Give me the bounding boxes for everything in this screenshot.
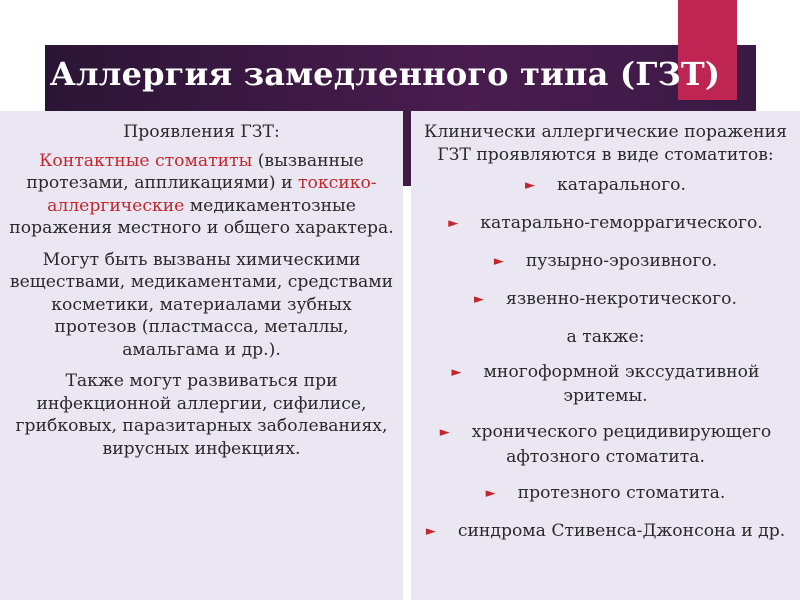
list-item xyxy=(415,482,796,507)
list-item xyxy=(415,174,796,199)
arrowhead-bullet-icon: ► xyxy=(439,425,450,440)
list-item-text: многоформной экссудативной эритемы. xyxy=(483,361,760,406)
left-paragraph-1 xyxy=(8,150,395,240)
left-paragraph-3: Также могут развиваться при инфекционной аллергии, сифилисе, грибковых, паразитарных заболеваниях, вирусных инфекциях. xyxy=(15,371,388,459)
right-panel xyxy=(411,111,800,600)
also-label: а также: xyxy=(566,327,645,347)
left-panel xyxy=(0,111,403,600)
contact-stomatitis-term: Контактные стоматиты xyxy=(39,150,253,171)
left-p1-text1: (вызванные протезами, аппликациями) и xyxy=(26,150,364,193)
list-item-text: катарального. xyxy=(557,175,686,195)
list-item xyxy=(415,212,796,237)
arrowhead-bullet-icon: ► xyxy=(485,485,496,501)
left-p1-text2: медикаментозные поражения местного и общего характера. xyxy=(9,195,394,238)
list-item xyxy=(415,520,796,545)
list-item xyxy=(415,361,796,408)
list-item xyxy=(415,250,796,275)
left-paragraph-2: Могут быть вызваны химическими веществами, медикаментами, средствами косметики, материалами зубных протезов (пластмасса, металлы, амальгама и др.). xyxy=(9,249,394,360)
list-item-text: пузырно-эрозивного. xyxy=(525,251,718,271)
list-item-text: синдрома Стивенса-Джонсона и др. xyxy=(457,520,786,541)
arrowhead-bullet-icon: ► xyxy=(474,292,485,307)
list-item-text: протезного стоматита. xyxy=(517,482,726,503)
divider-strip xyxy=(403,111,411,186)
list-item xyxy=(415,421,796,468)
list-item-text: катарально-геморрагического. xyxy=(480,213,763,233)
list-item-text: язвенно-некротического. xyxy=(506,289,737,309)
arrowhead-bullet-icon: ► xyxy=(448,216,459,231)
arrowhead-bullet-icon: ► xyxy=(451,364,462,380)
toxic-allergic-term: токсико-аллергические xyxy=(47,173,377,216)
arrowhead-bullet-icon: ► xyxy=(425,523,436,539)
stomatitis-list xyxy=(415,174,796,544)
list-item-text: хронического рецидивирующего афтозного стоматита. xyxy=(471,422,772,467)
list-item xyxy=(415,288,796,313)
slide-title: Аллергия замедленного типа (ГЗТ) xyxy=(49,55,721,93)
right-intro: Клинически аллергические поражения ГЗТ проявляются в виде стоматитов: xyxy=(424,122,787,165)
arrowhead-bullet-icon: ► xyxy=(493,254,504,269)
arrowhead-bullet-icon: ► xyxy=(525,178,536,193)
left-heading: Проявления ГЗТ: xyxy=(123,122,280,142)
